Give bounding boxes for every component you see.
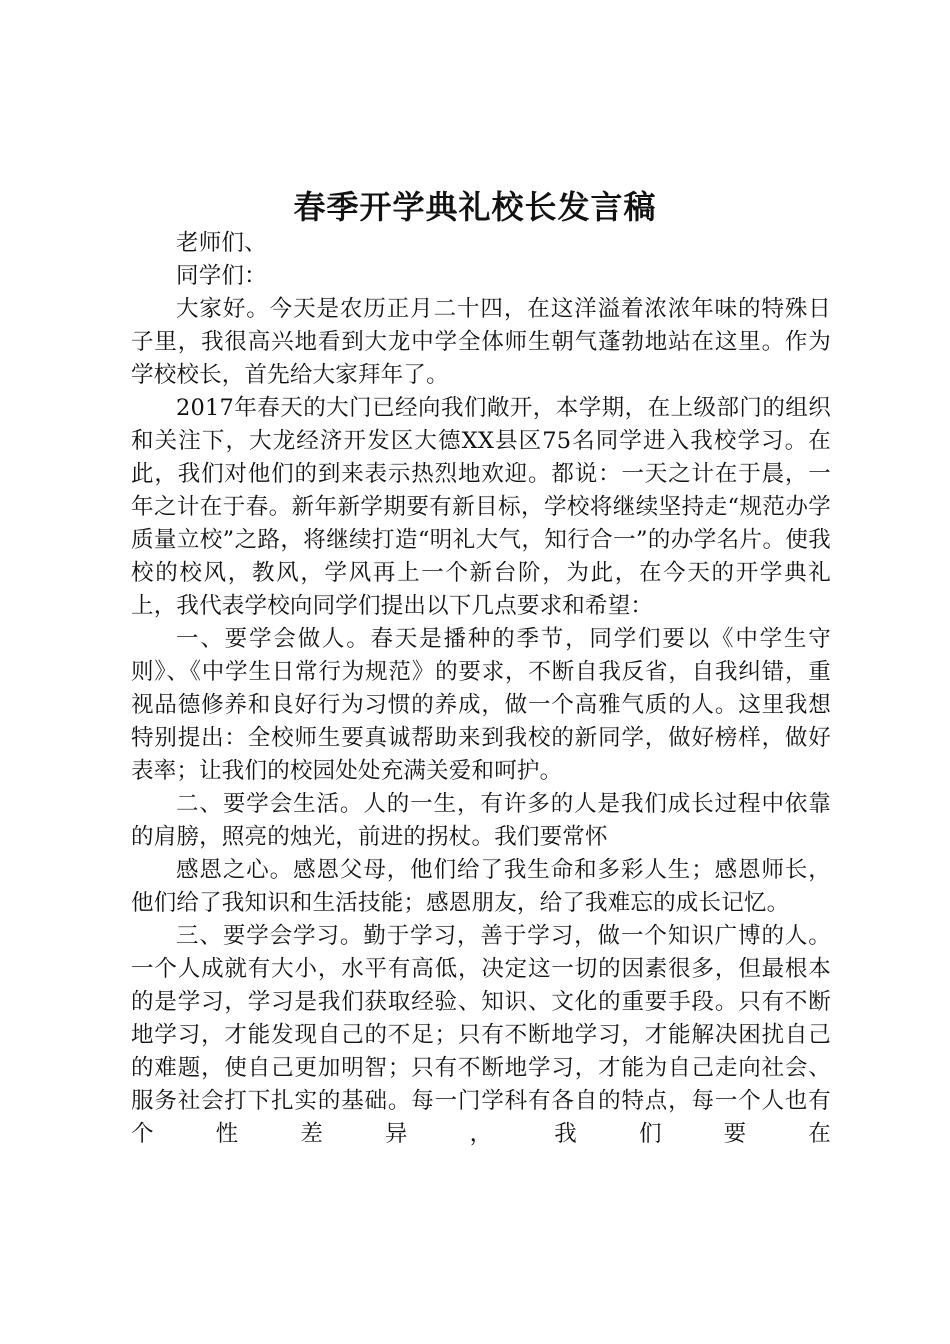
- paragraph-gratitude: 感恩之心。感恩父母，他们给了我生命和多彩人生；感恩师长，他们给了我知识和生活技能；感恩朋友，给了我难忘的成长记忆。: [131, 857, 831, 916]
- salutation-students: 同学们：: [176, 263, 267, 289]
- paragraph-new-semester: 2017年春天的大门已经向我们敞开，本学期，在上级部门的组织和关注下，大龙经济开发区大德XX县区75名同学进入我校学习。在此，我们对他们的到来表示热烈地欢迎。都说：一天之计在于晨，一年之计在于春。新年新学期要有新目标，学校将继续坚持走“规范办学质量立校”之路，将继续打造“明礼大气，知行合一”的办学名片。使我校的校风，教风，学风再上一个新台阶，为此，在今天的开学典礼上，我代表学校向同学们提出以下几点要求和希望：: [131, 395, 831, 619]
- paragraph-learn-to-live: 二、要学会生活。人的一生，有许多的人是我们成长过程中依靠的肩膀，照亮的烛光，前进的拐杖。我们要常怀: [131, 791, 831, 850]
- salutation-teachers: 老师们、: [176, 230, 267, 256]
- document-title: 春季开学典礼校长发言稿: [293, 188, 657, 226]
- paragraph-greeting: 大家好。今天是农历正月二十四，在这洋溢着浓浓年味的特殊日子里，我很高兴地看到大龙中学全体师生朝气蓬勃地站在这里。作为学校校长，首先给大家拜年了。: [131, 296, 831, 388]
- paragraph-learn-to-be-person: 一、要学会做人。春天是播种的季节，同学们要以《中学生守则》、《中学生日常行为规范》的要求，不断自我反省，自我纠错，重视品德修养和良好行为习惯的养成，做一个高雅气质的人。这里我想特别提出：全校师生要真诚帮助来到我校的新同学，做好榜样，做好表率；让我们的校园处处充满关爱和呵护。: [131, 626, 831, 784]
- paragraph-learn-to-study: 三、要学会学习。勤于学习，善于学习，做一个知识广博的人。一个人成就有大小，水平有高低，决定这一切的因素很多，但最根本的是学习，学习是我们获取经验、知识、文化的重要手段。只有不断地学习，才能发现自己的不足；只有不断地学习，才能解决困扰自己的难题，使自己更加明智；只有不断地学习，才能为自己走向社会、服务社会打下扎实的基础。每一门学科有各自的特点，每一个人也有个性差异，我们要在: [131, 923, 831, 1147]
- document-body: [131, 227, 831, 1151]
